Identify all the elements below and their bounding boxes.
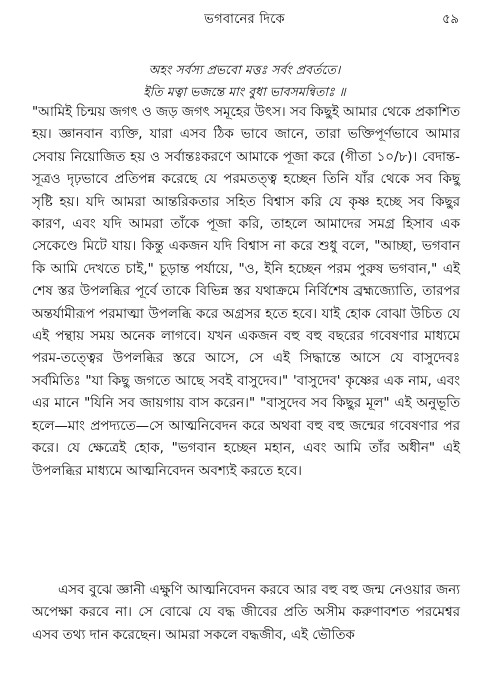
verse-line-2: ইতি মত্বা ভজন্তে মাং বুধা ভাবসমন্বিতাঃ ॥ xyxy=(143,84,346,99)
page-number: ৫৯ xyxy=(442,12,459,27)
verse-line-1: অহং সর্বস্য প্রভবো মত্তঃ সর্বং প্রবর্ততে। xyxy=(148,62,341,77)
page-header xyxy=(30,10,459,30)
paragraph-1: "আমিই চিন্ময় জগৎ ও জড় জগৎ সমূহের উৎস। সব কিছুই আমার থেকে প্রকাশিত হয়। জ্ঞানবান ব্যক্তি, যারা এসব ঠিক ভাবে জানে, তারা ভক্তিপূর্ণভাবে আমার সেবায় নিয়োজিত হয় ও সর্বান্তঃকরণে আমাকে পূজা করে (গীতা ১০/৮)। বেদান্ত-সূত্রও দৃঢ়ভাবে প্রতিপন্ন করেছে যে পরমতত্ত্ব হচ্ছেন তিনি যাঁর থেকে সব কিছু সৃষ্টি হয়। যদি আমরা আন্তরিকতার সহিত বিশ্বাস করি যে কৃষ্ণ হচ্ছে সব কিছুর কারণ, এবং যদি আমরা তাঁকে পূজা করি, তাহলে আমাদের সমগ্র হিসাব এক সেকেণ্ডে মিটে যায়। কিন্তু একজন যদি বিশ্বাস না করে শুধু বলে, "আচ্ছা, ভগবান কি আমি দেখতে চাই," চূড়ান্ত পর্যায়ে, "ও, ইনি হচ্ছেন পরম পুরুষ ভগবান," এই শেষ স্তর উপলব্ধির পূর্বে তাকে বিভিন্ন স্তর যথাক্রমে নির্বিশেষ ব্রহ্মজ্যোতি, তারপর অন্তর্যামীরূপ পরমাত্মা উপলব্ধি করে অগ্রসর হতে হবে। যাই হোক বোঝা উচিত যে এই পন্থায় সময় অনেক লাগবে। যখন একজন বহু বহু বছরের গবেষণার মাধ্যমে পরম-তত্ত্বের উপলব্ধির স্তরে আসে, সে এই সিদ্ধান্তে আসে যে বাসুদেবঃ সর্বমিতিঃ "যা কিছু জগতে আছে সবই বাসুদেব।" 'বাসুদেব' কৃষ্ণের এক নাম, এবং এর মানে "যিনি সব জায়গায় বাস করেন।" "বাসুদেব সব কিছুর মূল" এই অনুভূতি হলে—মাং প্রপদ্যতে—সে আত্মনিবেদন করে অথবা বহু বহু জন্মের গবেষণার পর করে। যে ক্ষেত্রেই হোক, "ভগবান হচ্ছেন মহান, এবং আমি তাঁর অধীন" এই উপলব্ধির মাধ্যমে আত্মনিবেদন অবশ্যই করতে হবে। xyxy=(32,105,460,479)
paragraph-2: এসব বুঝে জ্ঞানী এক্ষুণি আত্মনিবেদন করবে আর বহু বহু জন্ম নেওয়ার জন্য অপেক্ষা করবে না। সে বোঝে যে বদ্ধ জীবের প্রতি অসীম করুণাবশত পরমেশ্বর এসব তথ্য দান করেছেন। আমরা সকলে বদ্ধজীব, এই ভৌতিক xyxy=(32,583,460,643)
running-title: ভগবানের দিকে xyxy=(204,12,285,27)
